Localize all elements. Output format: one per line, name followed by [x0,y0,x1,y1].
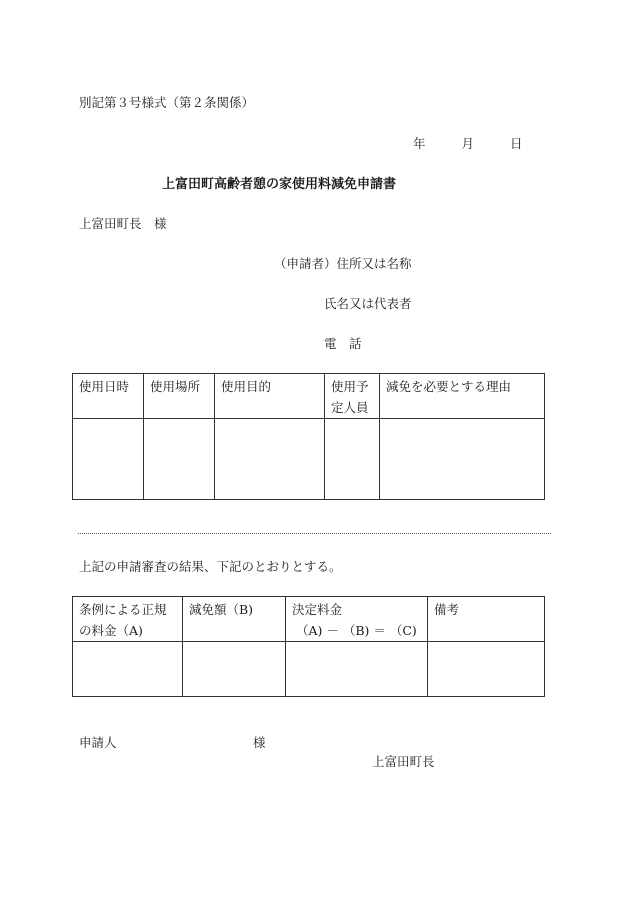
date-year: 年 [413,136,426,151]
decided-fee-formula: （A) － （B) ＝ （C) [296,623,417,638]
planned-line-2: 定人員 [331,400,369,415]
remarks-cell[interactable] [428,642,545,697]
fee-table-entry-row [73,642,545,697]
reduction-amount-cell[interactable] [183,642,286,697]
footer-honorific: 様 [253,735,266,750]
decided-fee-label: 決定料金 [292,602,343,617]
usage-table-entry-row [73,419,545,500]
header-usage-datetime: 使用日時 [73,374,144,419]
fee-table [72,596,545,697]
header-decided-fee [286,597,428,642]
header-usage-purpose: 使用目的 [215,374,325,419]
header-planned-attendees [325,374,380,419]
footer-applicant-label: 申請人 [79,735,117,750]
document-title: 上富田町高齢者憩の家使用料減免申請書 [162,177,397,192]
usage-place-cell[interactable] [144,419,215,500]
applicant-address-row [274,258,412,271]
addressee: 上富田町長 様 [79,216,167,231]
review-statement: 上記の申請審査の結果、下記のとおりとする。 [79,559,342,574]
phone-label: 電 話 [324,336,362,351]
date-line [413,138,523,151]
date-month: 月 [461,136,475,151]
cut-line [78,533,551,534]
usage-table-header-row [73,374,545,419]
regular-fee-cell[interactable] [73,642,183,697]
name-label: 氏名又は代表者 [324,296,412,311]
header-reduction-amount: 減免額（B) [183,597,286,642]
planned-line-1: 使用予 [331,379,369,394]
header-reduction-reason: 減免を必要とする理由 [380,374,545,419]
reduction-reason-cell[interactable] [380,419,545,500]
usage-table [72,373,545,500]
usage-purpose-cell[interactable] [215,419,325,500]
regular-fee-line-1: 条例による正規 [79,602,167,617]
form-number-label: 別記第３号様式（第２条関係） [79,95,255,110]
fee-table-header-row [73,597,545,642]
header-usage-place: 使用場所 [144,374,215,419]
decided-fee-cell[interactable] [286,642,428,697]
header-remarks: 備考 [428,597,545,642]
planned-attendees-cell[interactable] [325,419,380,500]
footer-issuer: 上富田町長 [372,754,435,769]
usage-datetime-cell[interactable] [73,419,144,500]
regular-fee-line-2: の料金（A) [79,623,143,638]
header-regular-fee [73,597,183,642]
applicant-role: （申請者） [274,256,337,271]
date-day: 日 [510,136,523,151]
address-label: 住所又は名称 [336,256,412,271]
